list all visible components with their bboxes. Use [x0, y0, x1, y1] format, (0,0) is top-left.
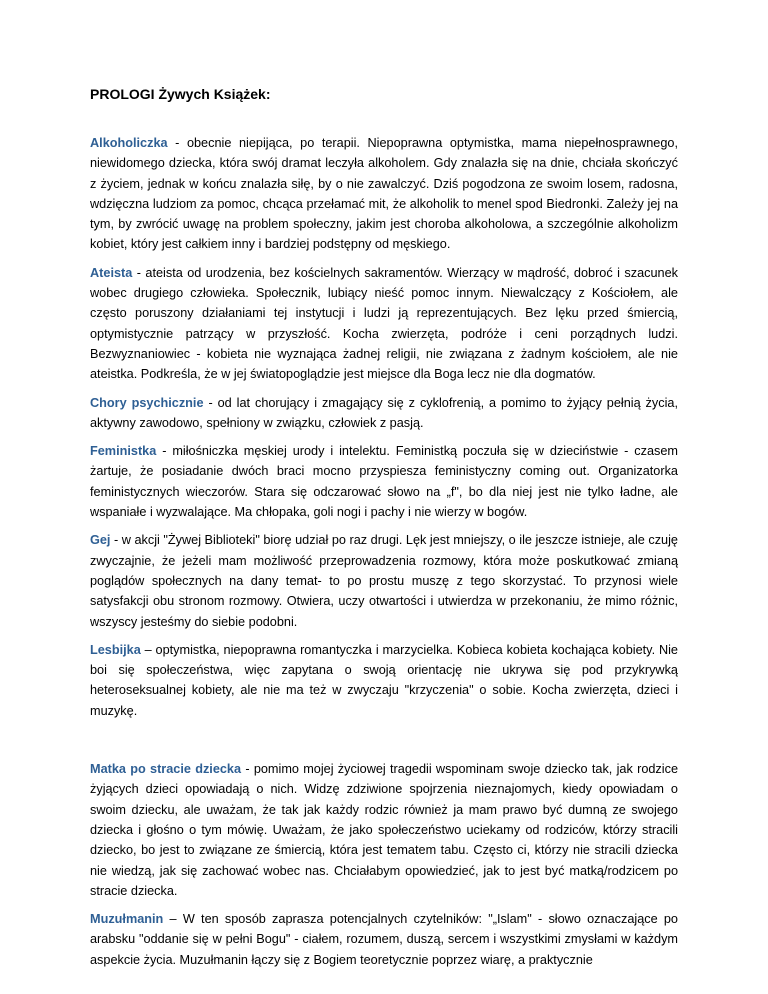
- entry-term: Gej: [90, 533, 111, 548]
- entry-alkoholiczka: [90, 133, 678, 255]
- entry-muzulmanin: [90, 909, 678, 970]
- entry-chory-psychicznie: [90, 393, 678, 434]
- document-page: [90, 85, 678, 978]
- entry-term: Matka po stracie dziecka: [90, 762, 242, 777]
- entry-text: - w akcji "Żywej Biblioteki" biorę udział po raz drugi. Lęk jest mniejszy, o ile jeszcze istnieje, ale czuję zwyczajnie, że jeżeli mam możliwość przeprowadzenia rozmowy, która może poskutkować zmianą poglądów społecznych na dany temat- to po prostu muszę z tego skorzystać. To przynosi wiele satysfakcji obu stronom rozmowy. Otwiera, uczy otwartości i utwierdza w przekonaniu, że mimo różnic, wszyscy jesteśmy do siebie podobni.: [90, 533, 678, 629]
- entry-term: Ateista: [90, 265, 133, 280]
- entry-text: - pomimo mojej życiowej tragedii wspominam swoje dziecko tak, jak rodzice żyjących dzieci opowiadają o nich. Widzę zdziwione spojrzenia nieznajomych, kiedy opowiadam o swoim dziecku, ale uważam, że tak jak każdy rodzic również ja mam prawo być dumną ze swojego dziecka i głośno o tym mówię. Uważam, że jako społeczeństwo uciekamy od rodziców, którzy stracili dziecko, bo jest to związane ze śmiercią, która jest tematem tabu. Często ci, którzy nie stracili dziecka nie wiedzą, jak się zachować wobec nas. Chciałabym opowiedzieć, jak to jest być matką/rodzicem po stracie dziecka.: [90, 762, 678, 898]
- entry-term: Feministka: [90, 444, 157, 459]
- entry-text: - obecnie niepijąca, po terapii. Niepoprawna optymistka, mama niepełnosprawnego, niewidomego dziecka, która swój dramat leczyła alkoholem. Gdy znalazła się na dnie, chciała skończyć z życiem, jednak w końcu znalazła siłę, by o nie zawalczyć. Dziś pogodzona ze swoim losem, radosna, wdzięczna ludziom za pomoc, chcąca przełamać mit, że alkoholik to menel spod Biedronki. Zależy jej na tym, by zwrócić uwagę na problem społeczny, jakim jest choroba alkoholowa, a szczególnie alkoholizm kobiet, który jest całkiem inny i bardziej podstępny od męskiego.: [90, 136, 678, 252]
- entry-gej: [90, 530, 678, 631]
- entry-lesbijka: [90, 640, 678, 721]
- entry-text: – optymistka, niepoprawna romantyczka i marzycielka. Kobieca kobieta kochająca kobiety. Nie boi się społeczeństwa, więc zapytana o swoją orientację nie ukrywa się pod przykrywką heteroseksualnej kobiety, ale nie ma też w zwyczaju "krzyczenia" o sobie. Kocha zwierzęta, dzieci i muzykę.: [90, 642, 678, 718]
- entry-feministka: [90, 441, 678, 522]
- entry-text: - od lat chorujący i zmagający się z cyklofrenią, a pomimo to żyjący pełnią życia, aktywny zawodowo, spełniony w związku, człowiek z pasją.: [90, 395, 678, 430]
- entry-text: – W ten sposób zaprasza potencjalnych czytelników: "„Islam" - słowo oznaczające po arabsku "oddanie się w pełni Bogu" - ciałem, rozumem, duszą, sercem i wszystkimi zmysłami w każdym aspekcie życia. Muzułmanin łączy się z Bogiem teoretycznie poprzez wiarę, a praktycznie: [90, 912, 678, 967]
- entry-matka-po-stracie-dziecka: [90, 759, 678, 901]
- entry-term: Chory psychicznie: [90, 395, 204, 410]
- document-title: PROLOGI Żywych Książek:: [90, 86, 271, 102]
- entry-ateista: [90, 263, 678, 385]
- entry-text: - miłośniczka męskiej urody i intelektu. Feministką poczuła się w dzieciństwie - czasem żartuje, że posiadanie dwóch braci mocno przyspiesza feministyczny coming out. Organizatorka feministycznych wieczorów. Stara się odczarować słowo na „f", bo dla niej jest nie tylko ładne, ale wspaniałe i wyzwalające. Ma chłopaka, goli nogi i pachy i nie wierzy w bogów.: [90, 444, 678, 520]
- entry-text: - ateista od urodzenia, bez kościelnych sakramentów. Wierzący w mądrość, dobroć i szacunek wobec drugiego człowieka. Społecznik, lubiący nieść pomoc innym. Niewalczący z Kościołem, ale często poruszony działaniami tej instytucji i ludzi ją reprezentujących. Bez lęku przed śmiercią, optymistycznie patrzący w przyszłość. Kocha zwierzęta, podróże i ceni porządnych ludzi. Bezwyznaniowiec - kobieta nie wyznająca żadnej religii, nie związana z żadnym kościołem, ale nie ateistka. Podkreśla, że w jej światopoglądzie jest miejsce dla Boga lecz nie dla dogmatów.: [90, 265, 678, 382]
- entry-term: Alkoholiczka: [90, 136, 168, 150]
- entry-term: Lesbijka: [90, 642, 141, 657]
- entry-term: Muzułmanin: [90, 912, 164, 927]
